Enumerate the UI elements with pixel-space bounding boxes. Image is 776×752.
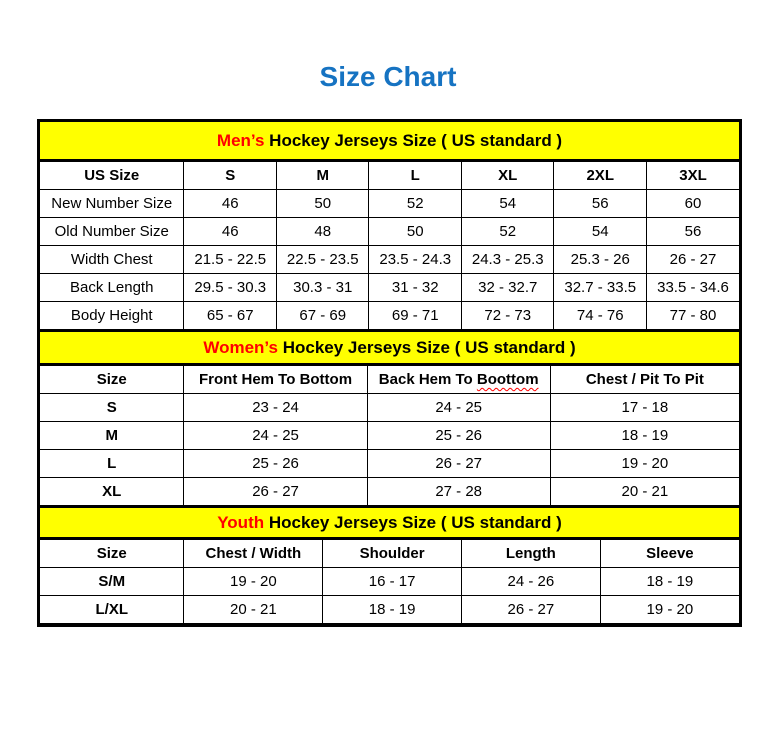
womens-section-band bbox=[40, 330, 739, 365]
youth-section-highlight: Youth bbox=[217, 513, 265, 532]
value-cell: 18 - 19 bbox=[550, 422, 739, 450]
value-cell: 20 - 21 bbox=[184, 596, 323, 624]
row-label-cell: S bbox=[40, 394, 184, 422]
row-label-cell: New Number Size bbox=[40, 190, 184, 218]
value-cell: 19 - 20 bbox=[184, 568, 323, 596]
column-header-cell: M bbox=[276, 162, 369, 190]
misspelled-word: Boottom bbox=[476, 371, 539, 388]
womens-section-title: Hockey Jerseys Size ( US standard ) bbox=[277, 338, 576, 357]
column-header-cell: 2XL bbox=[554, 162, 647, 190]
table-row bbox=[40, 302, 739, 330]
value-cell: 19 - 20 bbox=[550, 450, 739, 478]
column-header-cell: XL bbox=[461, 162, 554, 190]
column-header-cell: Chest / Width bbox=[184, 540, 323, 568]
column-header-cell: Chest / Pit To Pit bbox=[550, 366, 739, 394]
size-chart-container bbox=[37, 119, 742, 627]
value-cell: 54 bbox=[554, 218, 647, 246]
value-cell: 72 - 73 bbox=[461, 302, 554, 330]
value-cell: 77 - 80 bbox=[646, 302, 739, 330]
value-cell: 21.5 - 22.5 bbox=[184, 246, 277, 274]
value-cell: 32 - 32.7 bbox=[461, 274, 554, 302]
value-cell: 26 - 27 bbox=[646, 246, 739, 274]
womens-header-row bbox=[40, 366, 739, 394]
column-header-cell: L bbox=[369, 162, 462, 190]
value-cell: 74 - 76 bbox=[554, 302, 647, 330]
column-header-text: Back Hem To bbox=[378, 371, 477, 388]
value-cell: 23.5 - 24.3 bbox=[369, 246, 462, 274]
table-row bbox=[40, 596, 739, 624]
value-cell: 32.7 - 33.5 bbox=[554, 274, 647, 302]
column-header-cell: Shoulder bbox=[323, 540, 462, 568]
value-cell: 69 - 71 bbox=[369, 302, 462, 330]
column-header-cell: Front Hem To Bottom bbox=[184, 366, 367, 394]
value-cell: 50 bbox=[369, 218, 462, 246]
value-cell: 26 - 27 bbox=[461, 596, 600, 624]
value-cell: 16 - 17 bbox=[323, 568, 462, 596]
value-cell: 31 - 32 bbox=[369, 274, 462, 302]
value-cell: 60 bbox=[646, 190, 739, 218]
value-cell: 56 bbox=[554, 190, 647, 218]
mens-header-row bbox=[40, 162, 739, 190]
value-cell: 52 bbox=[369, 190, 462, 218]
value-cell: 22.5 - 23.5 bbox=[276, 246, 369, 274]
table-row bbox=[40, 568, 739, 596]
row-label-cell: Back Length bbox=[40, 274, 184, 302]
table-row bbox=[40, 246, 739, 274]
column-header-cell: Size bbox=[40, 366, 184, 394]
value-cell: 48 bbox=[276, 218, 369, 246]
womens-section-highlight: Women’s bbox=[203, 338, 278, 357]
table-row bbox=[40, 190, 739, 218]
row-label-cell: L bbox=[40, 450, 184, 478]
value-cell: 24.3 - 25.3 bbox=[461, 246, 554, 274]
row-label-cell: Width Chest bbox=[40, 246, 184, 274]
value-cell: 18 - 19 bbox=[600, 568, 739, 596]
row-label-cell: L/XL bbox=[40, 596, 184, 624]
size-chart-page bbox=[0, 60, 776, 627]
value-cell: 56 bbox=[646, 218, 739, 246]
value-cell: 46 bbox=[184, 218, 277, 246]
youth-section-band bbox=[40, 506, 739, 539]
table-row bbox=[40, 478, 739, 506]
value-cell: 50 bbox=[276, 190, 369, 218]
value-cell: 46 bbox=[184, 190, 277, 218]
womens-size-table bbox=[40, 365, 739, 506]
value-cell: 27 - 28 bbox=[367, 478, 550, 506]
mens-size-table bbox=[40, 161, 739, 330]
column-header-cell bbox=[367, 366, 550, 394]
value-cell: 25 - 26 bbox=[367, 422, 550, 450]
table-row bbox=[40, 218, 739, 246]
row-label-cell: XL bbox=[40, 478, 184, 506]
column-header-cell: Sleeve bbox=[600, 540, 739, 568]
youth-header-row bbox=[40, 540, 739, 568]
value-cell: 25.3 - 26 bbox=[554, 246, 647, 274]
value-cell: 54 bbox=[461, 190, 554, 218]
table-row bbox=[40, 422, 739, 450]
column-header-cell: Length bbox=[461, 540, 600, 568]
page-title: Size Chart bbox=[319, 61, 457, 92]
value-cell: 24 - 25 bbox=[367, 394, 550, 422]
row-label-cell: M bbox=[40, 422, 184, 450]
mens-section-band bbox=[40, 122, 739, 161]
column-header-cell: 3XL bbox=[646, 162, 739, 190]
value-cell: 18 - 19 bbox=[323, 596, 462, 624]
value-cell: 24 - 25 bbox=[184, 422, 367, 450]
value-cell: 30.3 - 31 bbox=[276, 274, 369, 302]
table-row bbox=[40, 274, 739, 302]
value-cell: 20 - 21 bbox=[550, 478, 739, 506]
youth-size-table bbox=[40, 539, 739, 624]
column-header-cell: US Size bbox=[40, 162, 184, 190]
value-cell: 67 - 69 bbox=[276, 302, 369, 330]
value-cell: 65 - 67 bbox=[184, 302, 277, 330]
row-label-cell: Body Height bbox=[40, 302, 184, 330]
table-row bbox=[40, 394, 739, 422]
value-cell: 26 - 27 bbox=[184, 478, 367, 506]
column-header-cell: Size bbox=[40, 540, 184, 568]
value-cell: 17 - 18 bbox=[550, 394, 739, 422]
value-cell: 33.5 - 34.6 bbox=[646, 274, 739, 302]
row-label-cell: Old Number Size bbox=[40, 218, 184, 246]
value-cell: 52 bbox=[461, 218, 554, 246]
youth-section-title: Hockey Jerseys Size ( US standard ) bbox=[264, 513, 562, 532]
value-cell: 25 - 26 bbox=[184, 450, 367, 478]
value-cell: 23 - 24 bbox=[184, 394, 367, 422]
value-cell: 19 - 20 bbox=[600, 596, 739, 624]
mens-section-title: Hockey Jerseys Size ( US standard ) bbox=[264, 131, 563, 150]
value-cell: 24 - 26 bbox=[461, 568, 600, 596]
row-label-cell: S/M bbox=[40, 568, 184, 596]
value-cell: 29.5 - 30.3 bbox=[184, 274, 277, 302]
value-cell: 26 - 27 bbox=[367, 450, 550, 478]
table-row bbox=[40, 450, 739, 478]
mens-section-highlight: Men’s bbox=[216, 131, 265, 150]
column-header-cell: S bbox=[184, 162, 277, 190]
